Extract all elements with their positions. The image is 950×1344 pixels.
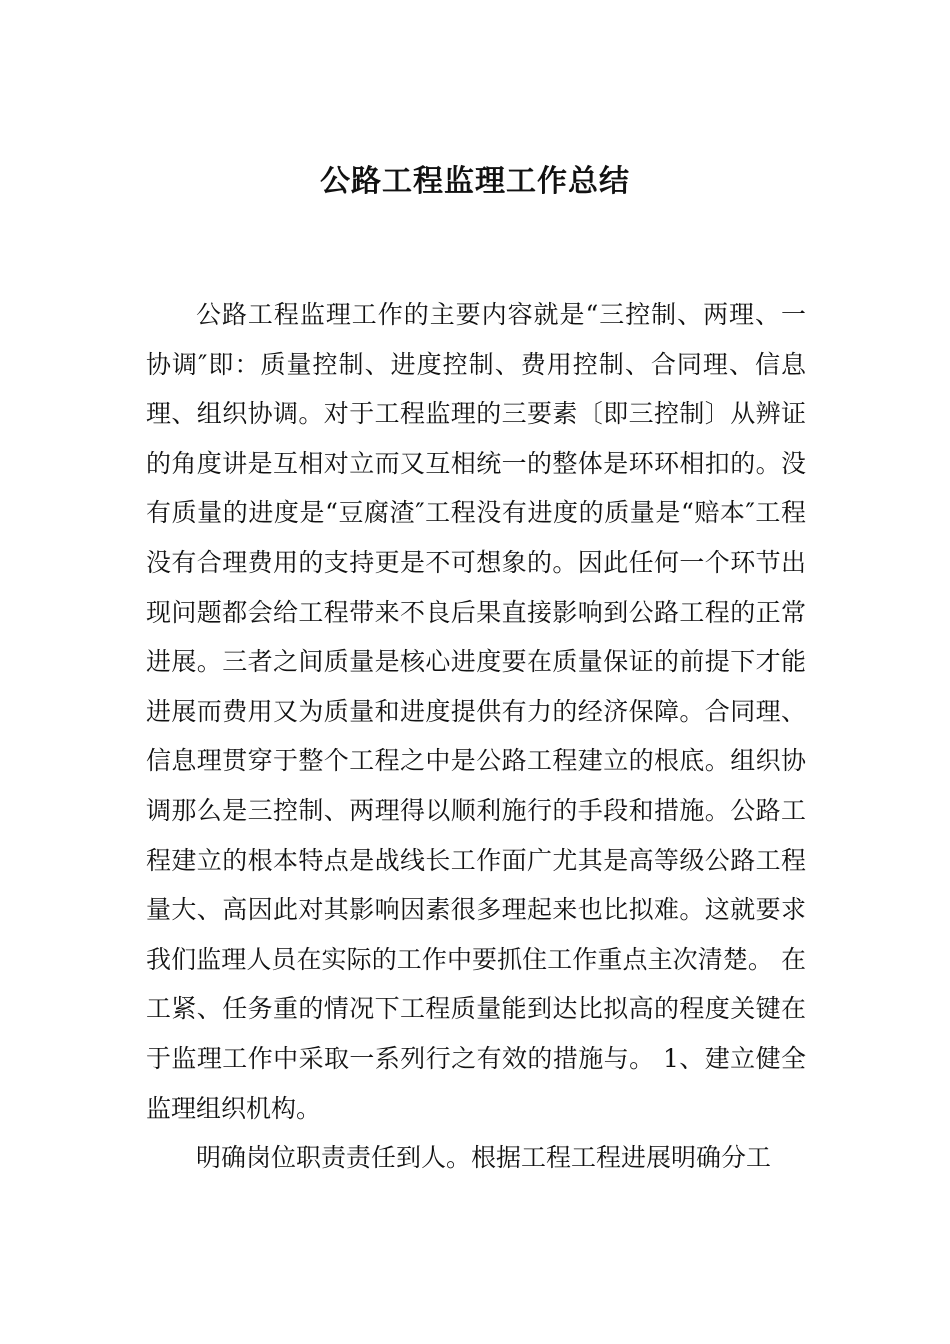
document-title: 公路工程监理工作总结 [320,164,630,199]
paragraph-1: 公路工程监理工作的主要内容就是“三控制、两理、一协调″即：质量控制、进度控制、费用控制、合同理、信息理、组织协调。对于工程监理的三要素〔即三控制〕从辨证的角度讲是互相对立而又互相统一的整体是环环相扣的。没有质量的进度是“豆腐渣″工程没有进度的质量是“赔本″工程没有合理费用的支持更是不可想象的。因此任何一个环节出现问题都会给工程带来不良后果直接影响到公路工程的正常进展。三者之间质量是核心进度要在质量保证的前提下才能进展而费用又为质量和进度提供有力的经济保障。合同理、信息理贯穿于整个工程之中是公路工程建立的根底。组织协调那么是三控制、两理得以顺利施行的手段和措施。公路工程建立的根本特点是战线长工作面广尤其是高等级公路工程量大、高因此对其影响因素很多理起来也比拟难。这就要求我们监理人员在实际的工作中要抓住工作重点主次清楚。 在工紧、任务重的情况下工程质量能到达比拟高的程度关键在于监理工作中采取一系列行之有效的措施与。 1、建立健全监理组织机构。 [146,300,806,1123]
paragraph-2: 明确岗位职责责任到人。根据工程工程进展明确分工 [196,1143,772,1173]
document-body [146,290,806,1183]
